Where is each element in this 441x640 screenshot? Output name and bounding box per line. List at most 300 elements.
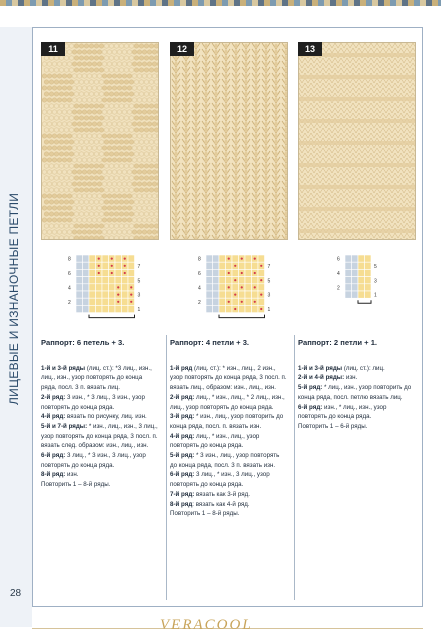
stitch (69, 92, 74, 96)
chart-cell (102, 262, 109, 269)
stitch (99, 212, 104, 216)
stitch (92, 194, 97, 198)
stitch (194, 44, 197, 49)
row-label: 2-й ряд: (170, 393, 195, 401)
row-label: 1-й и 3-й ряды (298, 364, 343, 372)
stitch (112, 86, 117, 90)
stitch (117, 98, 122, 102)
stitch (174, 218, 177, 223)
chart-cell (245, 255, 252, 262)
chart-cell (245, 305, 252, 312)
stitch (79, 116, 84, 120)
stitch (72, 206, 77, 210)
stitch (114, 116, 119, 120)
stitch (254, 224, 257, 229)
stitch (284, 44, 287, 49)
stitch (52, 230, 57, 234)
stitch (234, 56, 237, 61)
stitch (52, 194, 57, 198)
stitch (92, 218, 97, 222)
stitch (84, 68, 89, 72)
stitch (42, 122, 47, 126)
stitch (214, 170, 217, 175)
stitch (264, 164, 267, 169)
stitch (119, 152, 124, 156)
stitch (254, 74, 257, 79)
stitch (274, 98, 277, 103)
stitch (102, 230, 107, 234)
stitch (157, 134, 159, 138)
stitch (154, 176, 159, 180)
stitch (112, 50, 117, 54)
stitch (184, 92, 187, 97)
stitch (194, 182, 197, 187)
stitch (264, 50, 267, 55)
stitch (79, 128, 84, 132)
stitch (107, 50, 112, 54)
chart-row-number: 2 (198, 299, 201, 306)
stitch (194, 170, 197, 175)
stitch (42, 194, 47, 198)
stitch (84, 236, 89, 240)
stitch (224, 164, 227, 169)
stitch (74, 44, 79, 48)
stitch (122, 110, 127, 114)
stitch (59, 68, 64, 72)
stitch (234, 80, 237, 85)
stitch (72, 50, 77, 54)
chart-cell (245, 269, 252, 276)
stitch (142, 170, 147, 174)
stitch (144, 44, 149, 48)
stitch (194, 68, 197, 73)
swatch-stockinette-stripe (299, 43, 416, 240)
stitch (234, 44, 237, 49)
stitch (92, 62, 97, 66)
stitch (87, 194, 92, 198)
stitch (84, 212, 89, 216)
stitch (184, 206, 187, 211)
stitch (124, 44, 129, 48)
purl-dot (234, 294, 236, 296)
instruction-line (170, 393, 288, 412)
stitch (102, 62, 107, 66)
stitch (214, 74, 217, 79)
stitch (44, 68, 49, 72)
stitch (174, 104, 177, 109)
stitch (132, 170, 137, 174)
stitch (67, 146, 72, 150)
stitch (214, 152, 217, 157)
stitch (49, 68, 54, 72)
stitch (184, 80, 187, 85)
chart-cell (365, 284, 372, 291)
stitch-chart (335, 253, 385, 313)
stitch (104, 236, 109, 240)
stitch (132, 122, 137, 126)
stitch (174, 200, 177, 205)
stitch (82, 182, 87, 186)
stitch (184, 122, 187, 127)
stitch (204, 200, 207, 205)
chart-row-number: 5 (137, 278, 141, 285)
stitch (264, 170, 267, 175)
stitch (119, 212, 124, 216)
stitch (109, 200, 114, 204)
stitch (147, 134, 152, 138)
stitch (244, 128, 247, 133)
stitch (132, 146, 137, 150)
stitch (274, 116, 277, 121)
stitch (234, 200, 237, 205)
stitch (74, 80, 79, 84)
stitch (102, 98, 107, 102)
stitch (107, 86, 112, 90)
stitch (47, 206, 52, 210)
stitch (274, 134, 277, 139)
stitch (109, 92, 114, 96)
stitch (234, 158, 237, 163)
chart-cell (109, 277, 116, 284)
stitch (67, 74, 72, 78)
chart-cell (219, 277, 226, 284)
instructions-column (170, 338, 288, 519)
stitch (132, 218, 137, 222)
stitch (104, 92, 109, 96)
chart-row-number: 3 (267, 292, 271, 299)
chart-cell (206, 269, 213, 276)
stitch (274, 80, 277, 85)
stitch (42, 146, 47, 150)
stitch (54, 68, 59, 72)
stitch (224, 68, 227, 73)
stitch (284, 68, 287, 73)
stitch (44, 164, 49, 168)
stitch (99, 104, 104, 108)
stitch (284, 182, 287, 187)
stitch (94, 212, 99, 216)
purl-dot (234, 308, 236, 310)
stitch (147, 86, 152, 90)
stitch (99, 44, 104, 48)
stitch (94, 140, 99, 144)
stitch (62, 158, 67, 162)
stitch (234, 176, 237, 181)
stitch (82, 170, 87, 174)
stitch (69, 200, 74, 204)
stitch (107, 230, 112, 234)
chart-row-number: 4 (68, 285, 71, 292)
stitch (174, 212, 177, 217)
stitch (54, 176, 59, 180)
stitch (137, 62, 142, 66)
stitch (69, 116, 74, 120)
stitch (264, 128, 267, 133)
chart-cell (352, 291, 359, 298)
page-number: 28 (10, 588, 22, 599)
stitch (44, 92, 49, 96)
stitch (69, 188, 74, 192)
stitch (214, 230, 217, 235)
stitch (264, 110, 267, 115)
stitch (117, 50, 122, 54)
stitch (89, 140, 94, 144)
purl-dot (117, 294, 119, 296)
purl-dot (234, 265, 236, 267)
stitch (107, 74, 112, 78)
stitch (194, 86, 197, 91)
chart-cell (76, 269, 83, 276)
stitch (184, 110, 187, 115)
stitch (147, 194, 152, 198)
stitch (112, 110, 117, 114)
chart-cell (352, 262, 359, 269)
stitch (44, 176, 49, 180)
stitch (144, 80, 149, 84)
stitch (77, 74, 82, 78)
instruction-line (298, 403, 416, 422)
stitch (244, 218, 247, 223)
stitch (139, 140, 144, 144)
row-label: 5-й ряд: (170, 452, 195, 460)
chart-cell (226, 305, 233, 312)
stitch (64, 200, 69, 204)
stitch (97, 50, 102, 54)
stitch (194, 224, 197, 229)
stitch (234, 170, 237, 175)
stitch (224, 44, 227, 49)
stitch (284, 86, 287, 91)
stitch (79, 236, 84, 240)
stitch (84, 164, 89, 168)
stitch (107, 62, 112, 66)
purl-ridge (299, 97, 416, 101)
stitch (149, 128, 154, 132)
stitch (84, 176, 89, 180)
chart-cell (76, 277, 83, 284)
stitch (57, 170, 62, 174)
chart-cell (213, 277, 220, 284)
stitch (82, 158, 87, 162)
stitch (204, 188, 207, 193)
stitch (142, 62, 147, 66)
stitch (204, 80, 207, 85)
chart-cell (122, 284, 129, 291)
stitch (92, 74, 97, 78)
stitch (97, 122, 102, 126)
stitch (134, 176, 139, 180)
pattern-number-badge: 12 (170, 42, 194, 56)
stitch (79, 80, 84, 84)
stitch (132, 98, 137, 102)
stitch (64, 116, 69, 120)
chart-cell (252, 262, 259, 269)
stitch (254, 158, 257, 163)
stitch (254, 194, 257, 199)
instruction-line (41, 364, 159, 393)
stitch (97, 170, 102, 174)
stitch (109, 68, 114, 72)
stitch (224, 230, 227, 235)
stitch (94, 104, 99, 108)
chart-row-number: 4 (337, 271, 340, 278)
stitch (147, 50, 152, 54)
stitch (147, 182, 152, 186)
stitch (184, 182, 187, 187)
stitch (204, 50, 207, 55)
stitch (124, 212, 129, 216)
stitch (174, 110, 177, 115)
stitch (204, 128, 207, 133)
stitch (89, 176, 94, 180)
stitch (142, 122, 147, 126)
stitch (139, 224, 144, 228)
stitch (127, 170, 132, 174)
chart-cell (83, 269, 90, 276)
chart-cell (258, 298, 265, 305)
stitch (224, 206, 227, 211)
stitch (89, 92, 94, 96)
stitch (59, 104, 64, 108)
stitch (94, 164, 99, 168)
stitch (147, 230, 152, 234)
stitch (152, 194, 157, 198)
stitch (42, 110, 47, 114)
stitch (109, 128, 114, 132)
stitch (149, 140, 154, 144)
stitch (204, 176, 207, 181)
purl-dot (241, 272, 243, 274)
stitch (204, 134, 207, 139)
row-text: (лиц. ст.): * изн., лиц., 2 изн., узор повторять до конца ряда, 3 посл. п. вязать лиц., образом: изн., лиц., изн. (170, 364, 287, 392)
stitch (72, 134, 77, 138)
stitch (47, 158, 52, 162)
stitch (204, 68, 207, 73)
stitch (214, 92, 217, 97)
stitch (264, 122, 267, 127)
purl-dot (124, 258, 126, 260)
instruction-line (170, 490, 288, 500)
stitch (152, 122, 157, 126)
row-label: 4-й ряд: (170, 432, 195, 440)
stitch (204, 44, 207, 49)
chart-cell (358, 291, 365, 298)
stitch (284, 152, 287, 157)
stitch (204, 212, 207, 217)
stitch (274, 56, 277, 61)
chart-cell (76, 284, 83, 291)
stitch (99, 188, 104, 192)
stitch (234, 110, 237, 115)
row-text: изн., * лиц., изн., узор повторять до конца ряда. (298, 403, 387, 421)
stitch (59, 212, 64, 216)
stitch (154, 44, 159, 48)
stitch (92, 230, 97, 234)
chart-cell (219, 298, 226, 305)
purl-dot (241, 301, 243, 303)
stitch (82, 98, 87, 102)
stitch (72, 122, 77, 126)
stitch (224, 170, 227, 175)
chart-cell (245, 284, 252, 291)
chart-cell (206, 298, 213, 305)
purl-ridge (299, 163, 416, 167)
stitch (157, 194, 159, 198)
stitch (97, 62, 102, 66)
row-text: изн. (344, 374, 358, 382)
stitch (112, 74, 117, 78)
stitch (274, 62, 277, 67)
chart-cell (76, 262, 83, 269)
stitch (112, 170, 117, 174)
stitch (152, 230, 157, 234)
stitch (139, 236, 144, 240)
purl-dot (228, 258, 230, 260)
stitch (264, 194, 267, 199)
stitch (174, 80, 177, 85)
stitch (104, 80, 109, 84)
stitch (107, 98, 112, 102)
stitch (44, 188, 49, 192)
stitch (284, 104, 287, 109)
chart-cell (213, 262, 220, 269)
stitch (127, 158, 132, 162)
stitch (104, 152, 109, 156)
stitch (44, 236, 49, 240)
stitch (124, 116, 129, 120)
instruction-line (170, 509, 288, 519)
chart-cell (245, 277, 252, 284)
stitch (137, 74, 142, 78)
stitch (102, 86, 107, 90)
stitch (139, 104, 144, 108)
chart-cell (252, 291, 259, 298)
stitch (72, 194, 77, 198)
stitch (254, 164, 257, 169)
stitch (49, 92, 54, 96)
stitch (274, 104, 277, 109)
stitch (234, 116, 237, 121)
stitch (92, 98, 97, 102)
row-label: 3-й ряд: (170, 413, 195, 421)
stitch (234, 164, 237, 169)
instruction-line (170, 451, 288, 470)
stitch (49, 116, 54, 120)
stitch (49, 212, 54, 216)
instruction-line (298, 383, 416, 402)
stitch (74, 56, 79, 60)
chart-cell (232, 298, 239, 305)
stitch (64, 68, 69, 72)
stitch (122, 122, 127, 126)
chart-cell (89, 269, 96, 276)
stitch (149, 236, 154, 240)
stitch (62, 74, 67, 78)
stitch (244, 56, 247, 61)
stitch (87, 86, 92, 90)
stitch (139, 212, 144, 216)
stitch (224, 56, 227, 61)
stitch (79, 212, 84, 216)
instruction-lines (298, 364, 416, 432)
stitch (137, 110, 142, 114)
repeat-bracket (219, 315, 265, 318)
stitch (77, 86, 82, 90)
chart-row-number: 8 (68, 256, 71, 263)
stitch (54, 188, 59, 192)
stitch (149, 224, 154, 228)
stitch (69, 152, 74, 156)
